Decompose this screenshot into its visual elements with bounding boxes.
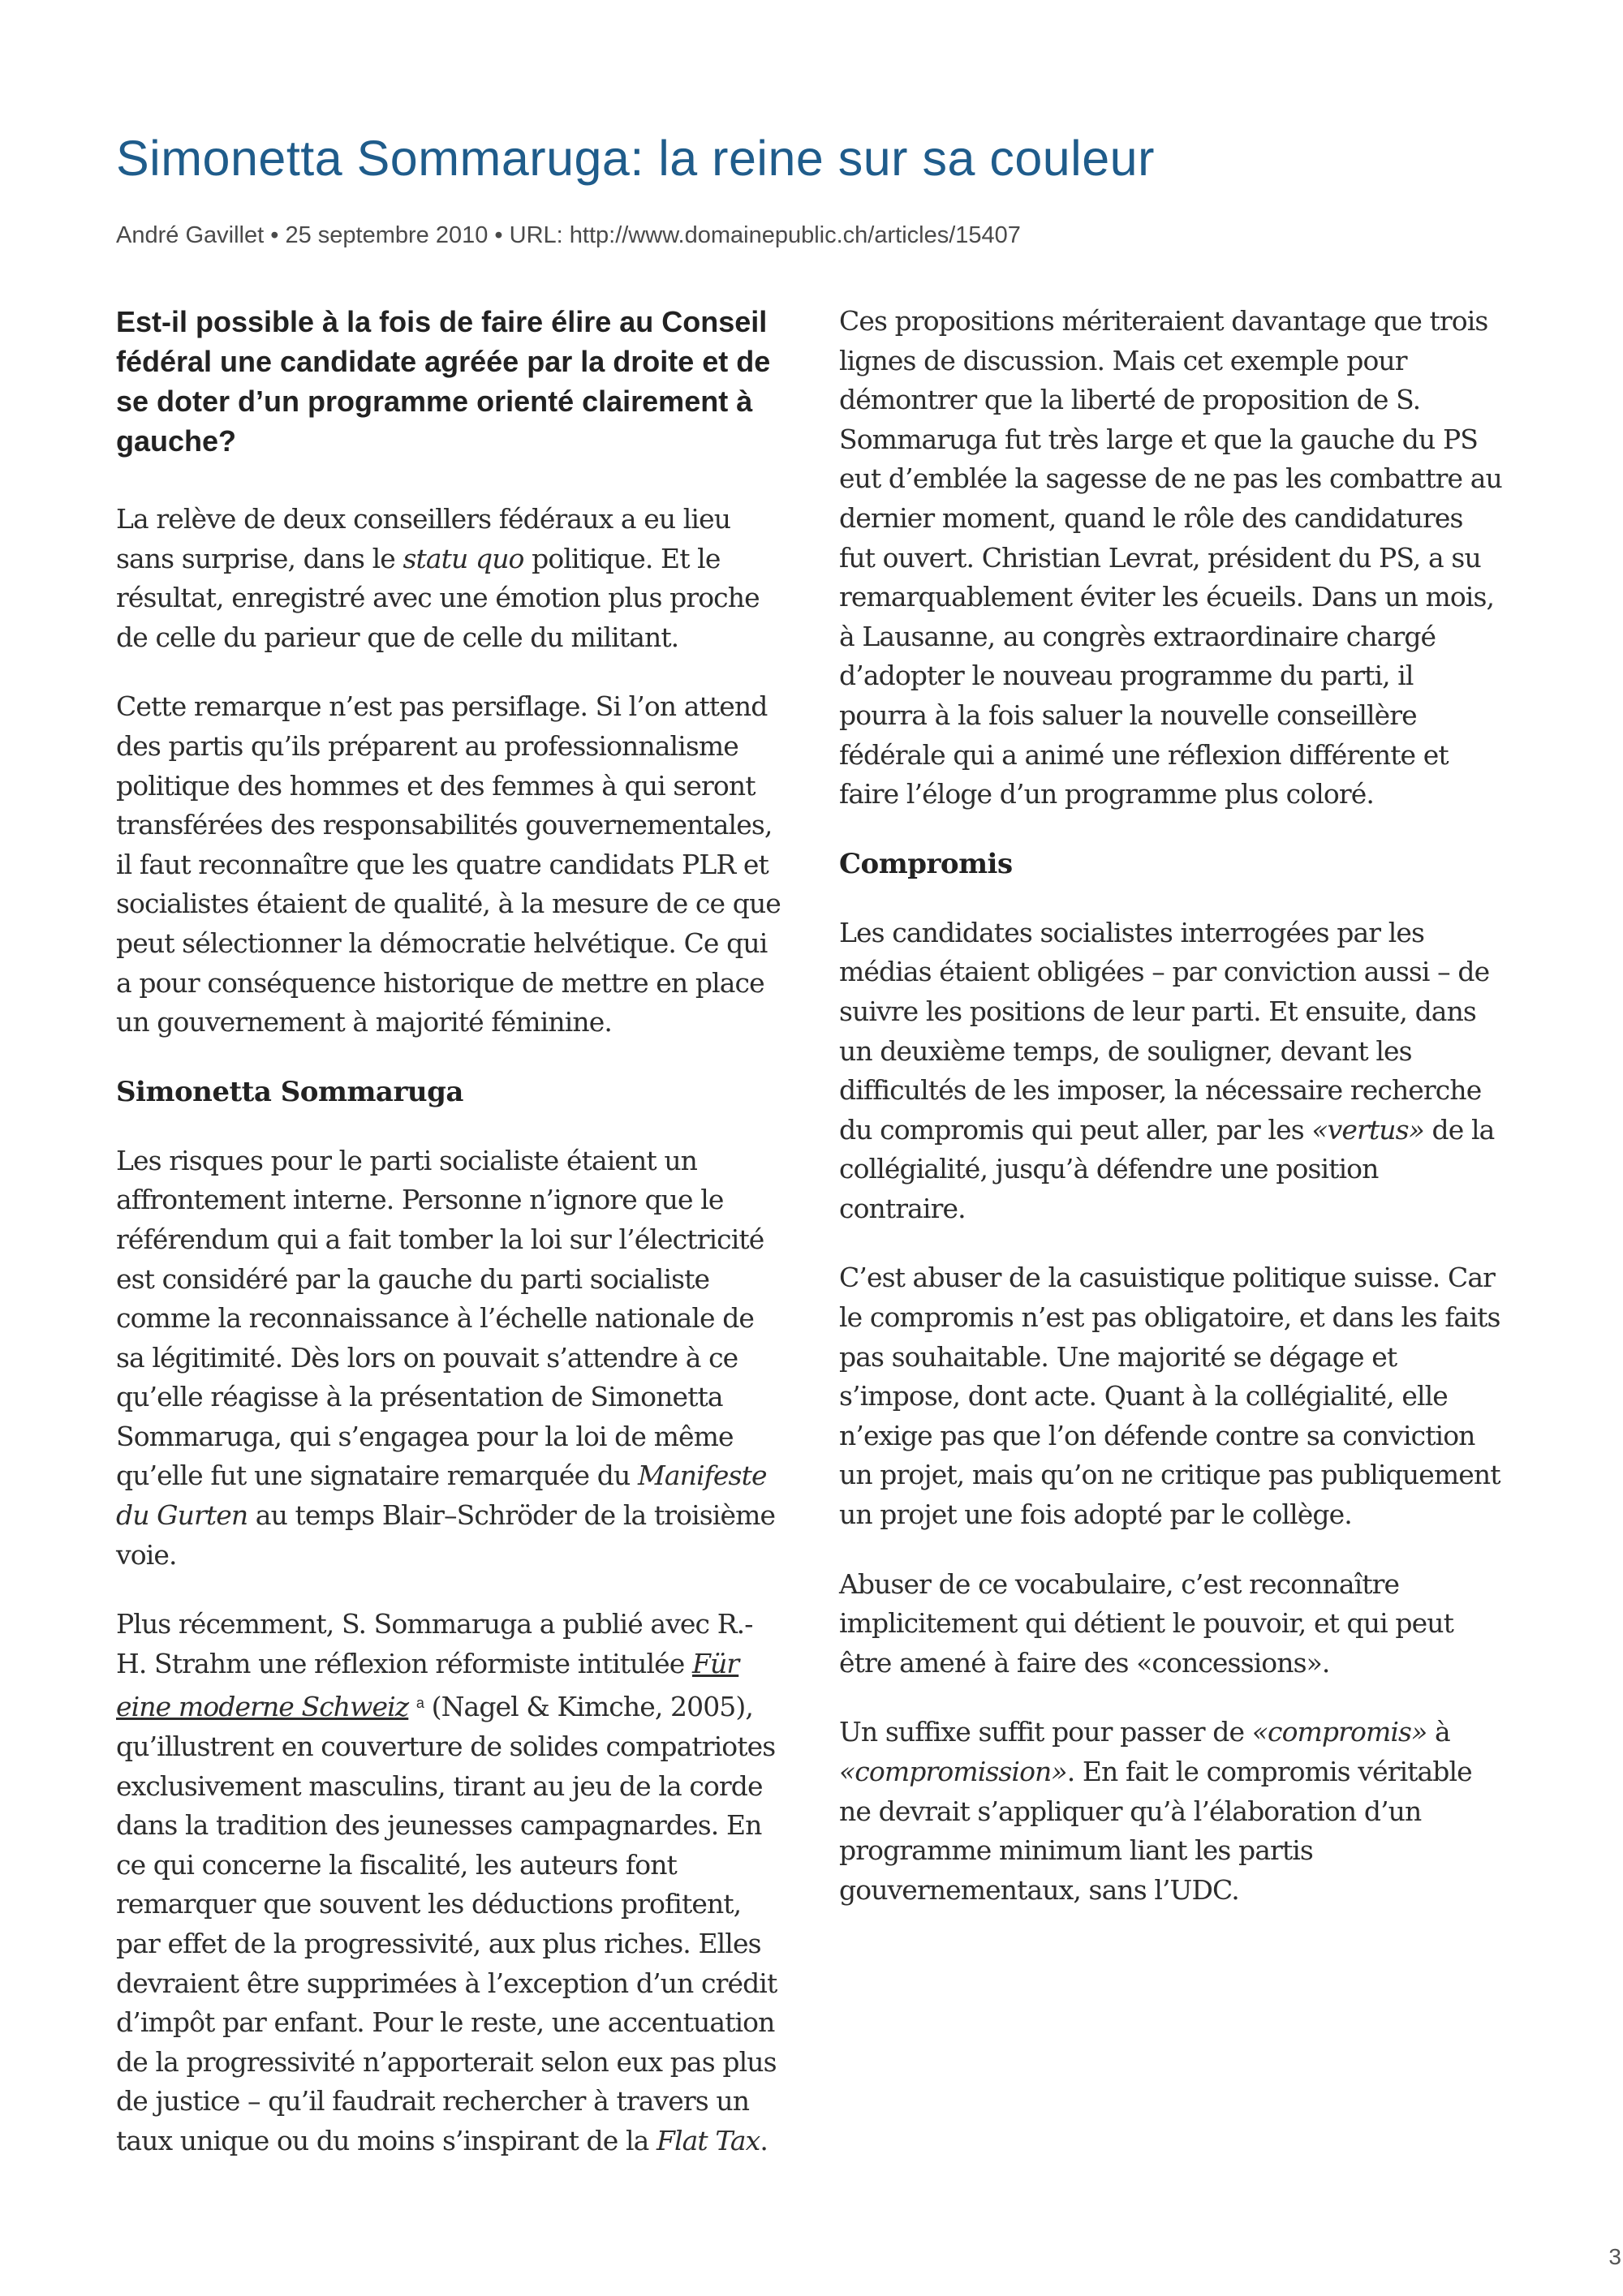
section-heading: Simonetta Sommaruga <box>116 1075 463 1108</box>
paragraph: Ces propositions mériteraient davantage que trois lignes de discussion. Mais cet exemple pour démontrer que la liberté de proposition de S. Sommaruga fut très large et que la gauche du PS eut d’emblée la sagesse de ne pas les combattre au dernier moment, quand le rôle des candidatures fut ouvert. Christian Levrat, président du PS, a su remarquablement éviter les écueils. Dans un mois, à Lausanne, au congrès extraordinaire chargé d’adopter le nouveau programme du parti, il pourra à la fois saluer la nouvelle conseillère fédérale qui a animé une réflexion différente et faire l’éloge d’un programme plus coloré. <box>839 305 1502 810</box>
publish-date: 25 septembre 2010 <box>285 222 489 248</box>
article-url[interactable]: http://www.domainepublic.ch/articles/15407 <box>569 222 1021 248</box>
lead-paragraph: Est-il possible à la fois de faire élire au Conseil fédéral une candidate agréée par la droite et de se doter d’un programme orienté clairement à gauche? <box>116 305 771 458</box>
article-title: Simonetta Sommaruga: la reine sur sa couleur <box>116 131 1155 186</box>
author: André Gavillet <box>116 222 265 248</box>
paragraph: Les candidates socialistes interrogées par les médias étaient obligées – par conviction aussi – de suivre les positions de leur parti. Et ensuite, dans un deuxième temps, de souligner, devant les difficultés de les imposer, la nécessaire recherche du compromis qui peut aller, par les «vertus» de la collégialité, jusqu’à défendre une position contraire. <box>839 916 1495 1224</box>
footnote-marker[interactable]: a <box>415 1695 424 1712</box>
paragraph: Abuser de ce vocabulaire, c’est reconnaître implicitement qui détient le pouvoir, et qui peut être amené à faire des «concessions». <box>839 1567 1453 1679</box>
paragraph: Un suffixe suffit pour passer de «compromis» à «compromission». En fait le compromis véritable ne devrait s’appliquer qu’à l’élaboration d’un programme minimum liant les partis gouvernementaux, sans l’UDC. <box>839 1716 1472 1906</box>
left-column <box>116 302 781 2191</box>
byline: André Gavillet • 25 septembre 2010 • URL: http://www.domainepublic.ch/articles/15407 <box>116 222 1021 248</box>
paragraph: Cette remarque n’est pas persiflage. Si l’on attend des partis qu’ils préparent au professionnalisme politique des hommes et des femmes à qui seront transférées des responsabilités gouvernementales, il faut reconnaître que les quatre candidats PLR et socialistes étaient de qualité, à la mesure de ce que peut sélectionner la démocratie helvétique. Ce qui a pour conséquence historique de mettre en place un gouvernement à majorité féminine. <box>116 690 781 1038</box>
paragraph-split: Plus récemment, S. Sommaruga a publié avec R.-H. Strahm une réflexion réformiste intitulée Für eine moderne Schweiz $^a$ (Nagel & Kimche, 2005), qu’illustrent en couverture de solides compatriotes exclusivement masculins, tirant au jeu de la corde dans la tradition des jeunesses campagnardes. En ce qui concerne la fiscalité, les auteurs font remarquer que souvent les déductions profitent, par effet de la progressivité, aux plus riches. Elles devraient être supprimées à l’exception d’un crédit d’impôt par enfant. Pour le reste, une accentuation de la progressivité n’apporterait selon eux pas plus de justice – qu’il faudrait rechercher à travers un taux unique ou du moins s’inspirant de la Flat Tax. <box>116 1608 777 2156</box>
paragraph: La relève de deux conseillers fédéraux a eu lieu sans surprise, dans le statu quo politique. Et le résultat, enregistré avec une émotion plus proche de celle du parieur que de celle du militant. <box>116 503 760 653</box>
paragraph: Les risques pour le parti socialiste étaient un affrontement interne. Personne n’ignore que le référendum qui a fait tomber la loi sur l’électricité est considéré par la gauche du parti socialiste comme la reconnaissance à l’échelle nationale de sa légitimité. Dès lors on pouvait s’attendre à ce qu’elle réagisse à la présentation de Simonetta Sommaruga, qui s’engagea pour la loi de même qu’elle fut une signataire remarquée du Manifeste du Gurten au temps Blair–Schröder de la troisième voie. <box>116 1144 776 1571</box>
paragraph: C’est abuser de la casuistique politique suisse. Car le compromis n’est pas obligatoire, et dans les faits pas souhaitable. Une majorité se dégage et s’impose, dont acte. Quant à la collégialité, elle n’exige pas que l’on défende contre sa conviction un projet, mais qu’on ne critique pas publiquement un projet une fois adopté par le collège. <box>839 1262 1500 1531</box>
section-heading: Compromis <box>839 847 1013 880</box>
book-link[interactable]: Für eine moderne Schweiz <box>116 1647 739 1723</box>
right-column <box>839 302 1505 1940</box>
page-number: 3 <box>1608 2244 1621 2269</box>
